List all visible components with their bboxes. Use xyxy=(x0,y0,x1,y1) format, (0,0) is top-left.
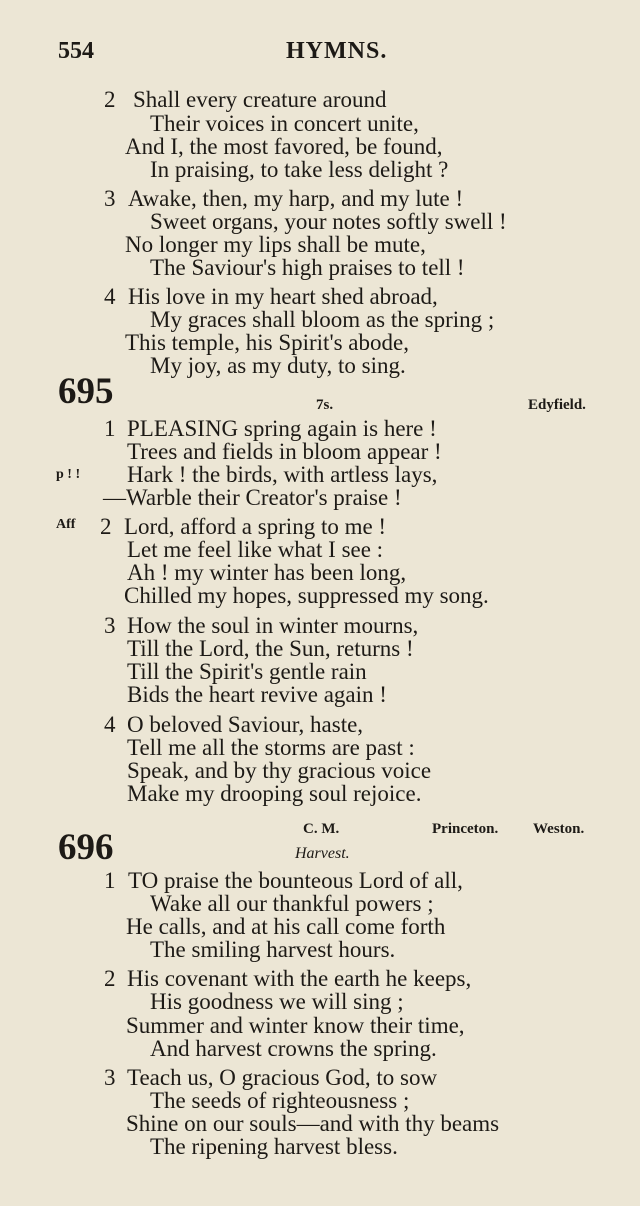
verse-line: Ah ! my winter has been long, xyxy=(127,560,407,585)
verse-number: 3 xyxy=(104,1065,116,1090)
verse-line: Shall every creature around xyxy=(133,87,387,112)
verse-line: This temple, his Spirit's abode, xyxy=(125,330,409,355)
verse-number: 3 xyxy=(104,613,116,638)
verse-line: His love in my heart shed abroad, xyxy=(128,284,438,309)
verse-number: 4 xyxy=(104,712,116,737)
verse-line: Teach us, O gracious God, to sow xyxy=(127,1065,438,1090)
verse-line: Chilled my hopes, suppressed my song. xyxy=(124,583,489,608)
verse-line: Summer and winter know their time, xyxy=(126,1013,465,1038)
verse-line: PLEASING spring again is here ! xyxy=(127,416,437,441)
margin-dynamic-mark: p ! ! xyxy=(56,467,81,482)
verse-line: Awake, then, my harp, and my lute ! xyxy=(128,186,464,211)
margin-dynamic-mark: Aff xyxy=(56,517,76,532)
hymn-meter: 7s. xyxy=(316,397,334,413)
verse-line: The Saviour's high praises to tell ! xyxy=(150,255,465,280)
verse-line: Speak, and by thy gracious voice xyxy=(127,758,432,783)
verse-line: Tell me all the storms are past : xyxy=(127,735,415,760)
verse-line: Lord, afford a spring to me ! xyxy=(124,514,387,539)
page-number: 554 xyxy=(58,38,94,64)
page-header xyxy=(58,38,598,68)
verse-line: In praising, to take less delight ? xyxy=(150,157,449,182)
verse-line: Hark ! the birds, with artless lays, xyxy=(127,462,438,487)
verse-line: His covenant with the earth he keeps, xyxy=(127,966,472,991)
running-title: HYMNS. xyxy=(286,38,388,64)
verse-line: Their voices in concert unite, xyxy=(150,111,419,136)
verse-line: Sweet organs, your notes softly swell ! xyxy=(150,209,507,234)
hymn-meter: C. M. xyxy=(303,821,340,837)
verse-number: 2 xyxy=(100,514,112,539)
verse-number: 2 xyxy=(104,87,116,112)
hymn-number: 695 xyxy=(58,371,114,412)
tune-name: Edyfield. xyxy=(528,397,586,413)
verse-line: O beloved Saviour, haste, xyxy=(127,712,364,737)
verse-line: The seeds of righteousness ; xyxy=(150,1088,410,1113)
verse-number: 3 xyxy=(104,186,116,211)
verse-number: 4 xyxy=(104,284,116,309)
verse-line: No longer my lips shall be mute, xyxy=(125,232,426,257)
verse-number: 1 xyxy=(104,868,116,893)
verse-line: And harvest crowns the spring. xyxy=(150,1036,437,1061)
verse-line: Till the Spirit's gentle rain xyxy=(127,659,367,684)
verse-line: He calls, and at his call come forth xyxy=(126,914,446,939)
verse-line: Make my drooping soul rejoice. xyxy=(127,781,422,806)
verse-line: Shine on our souls—and with thy beams xyxy=(126,1111,500,1136)
verse-line: Trees and fields in bloom appear ! xyxy=(127,439,442,464)
verse-line: The smiling harvest hours. xyxy=(150,937,396,962)
hymn-number: 696 xyxy=(58,827,114,868)
tune-name-alt: Weston. xyxy=(533,821,585,837)
hymn-subtitle: Harvest. xyxy=(295,845,350,862)
verse-line: —Warble their Creator's praise ! xyxy=(103,485,402,510)
verse-line: The ripening harvest bless. xyxy=(150,1134,398,1159)
verse-number: 2 xyxy=(104,966,116,991)
verse-line: How the soul in winter mourns, xyxy=(127,613,419,638)
verse-line: Wake all our thankful powers ; xyxy=(150,891,434,916)
verse-line: My joy, as my duty, to sing. xyxy=(150,353,406,378)
verse-line: TO praise the bounteous Lord of all, xyxy=(128,868,463,893)
verse-line: Bids the heart revive again ! xyxy=(127,682,387,707)
verse-line: Till the Lord, the Sun, returns ! xyxy=(127,636,414,661)
verse-number: 1 xyxy=(104,416,116,441)
verse-line: His goodness we will sing ; xyxy=(150,989,404,1014)
verse-line: My graces shall bloom as the spring ; xyxy=(150,307,495,332)
verse-line: Let me feel like what I see : xyxy=(127,537,384,562)
verse-line: And I, the most favored, be found, xyxy=(125,134,443,159)
tune-name: Princeton. xyxy=(432,821,499,837)
